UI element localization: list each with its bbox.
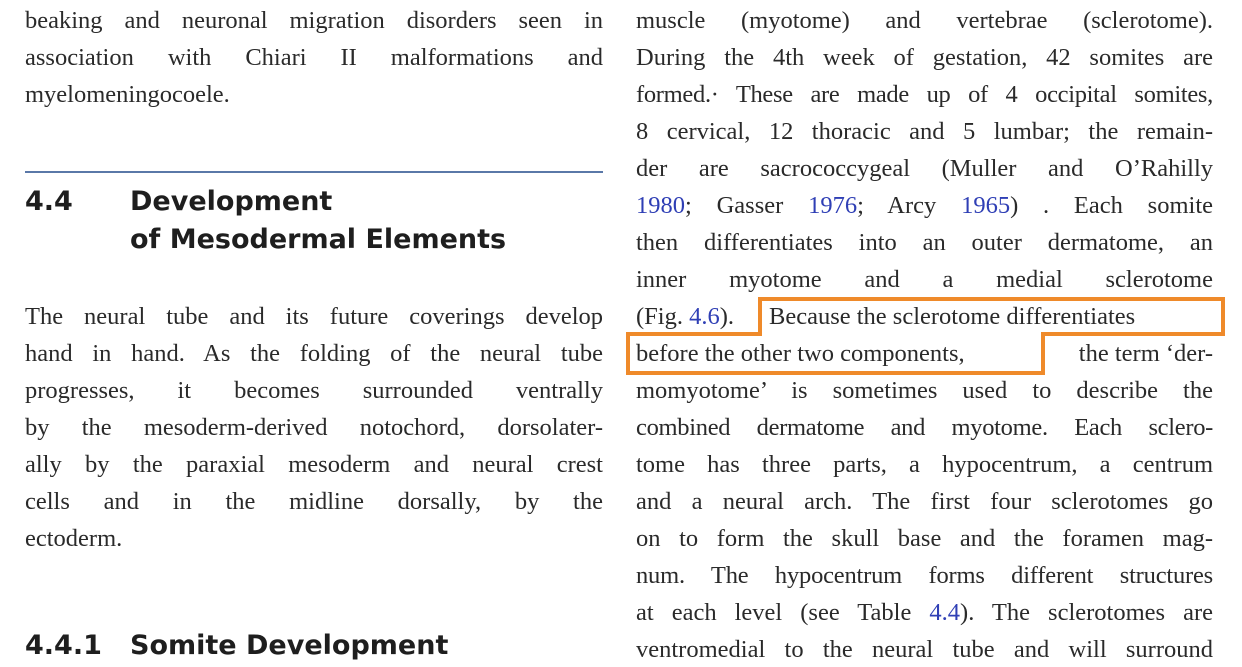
text-line: ventromedial to the neural tube and will surround <box>636 636 1213 663</box>
text-line: formed.· These are made up of 4 occipital somites, <box>636 81 1213 108</box>
line-text: ; Arcy <box>857 192 962 219</box>
text-line: then differentiates into an outer dermatome, an <box>636 229 1213 256</box>
text-line: and a neural arch. The first four sclerotomes go <box>636 488 1213 515</box>
citation-link[interactable]: 1965 <box>961 192 1011 219</box>
text-line: on to form the skull base and the foramen mag- <box>636 525 1213 552</box>
text-line: During the 4th week of gestation, 42 somites are <box>636 44 1213 71</box>
figure-link[interactable]: 4.6 <box>689 303 720 330</box>
text-line: 8 cervical, 12 thoracic and 5 lumbar; the remain- <box>636 118 1213 145</box>
text-line: The neural tube and its future coverings develop <box>25 303 603 330</box>
subsection-title: Somite Development <box>130 630 449 661</box>
text-line: muscle (myotome) and vertebrae (sclerotome). <box>636 7 1213 34</box>
section-number: 4.4 <box>25 186 73 217</box>
section-title-line1: Development <box>130 186 333 217</box>
line-text: at each level (see Table <box>636 599 930 626</box>
text-line: tome has three parts, a hypocentrum, a centrum <box>636 451 1213 478</box>
line-text: ). The sclerotomes are <box>960 599 1213 626</box>
line-text: (Fig. <box>636 303 690 330</box>
highlighted-text: before the other two components, <box>636 340 965 367</box>
highlighted-text: Because the sclerotome differentiates <box>769 303 1136 330</box>
table-link[interactable]: 4.4 <box>929 599 961 626</box>
text-line: association with Chiari II malformations and <box>25 44 603 71</box>
text-line: inner myotome and a medial sclerotome <box>636 266 1213 293</box>
text-line: hand in hand. As the folding of the neural tube <box>25 340 603 367</box>
subsection-number: 4.4.1 <box>25 630 102 661</box>
text-line <box>25 2 603 39</box>
line-text: ; Gasser <box>685 192 809 219</box>
highlight-box-connector-right <box>1041 332 1225 336</box>
text-line: combined dermatome and myotome. Each sclero- <box>636 414 1213 441</box>
section-divider <box>25 171 603 173</box>
text-line: num. The hypocentrum forms different structures <box>636 562 1213 589</box>
text-line: momyotome’ is sometimes used to describe the <box>636 377 1213 404</box>
text-line: progresses, it becomes surrounded ventrally <box>25 377 603 404</box>
section-title-line2: of Mesodermal Elements <box>130 224 507 255</box>
text-line: by the mesoderm-derived notochord, dorsolater- <box>25 414 603 441</box>
text-line: cells and in the midline dorsally, by the <box>25 488 603 515</box>
line-text: beaking and neuronal migration disorders seen in <box>25 7 603 34</box>
line-text: ) . Each somite <box>1010 192 1214 219</box>
text-line <box>636 187 1213 224</box>
highlight-box-bottom <box>626 332 1045 375</box>
text-line: ectoderm. <box>25 525 123 552</box>
text-line: ally by the paraxial mesoderm and neural crest <box>25 451 603 478</box>
text-line: myelomeningocoele. <box>25 81 230 108</box>
line-text: ). <box>719 303 735 330</box>
text-line <box>636 594 1213 631</box>
citation-link[interactable]: 1980 <box>636 192 685 219</box>
citation-link[interactable]: 1976 <box>808 192 858 219</box>
text-line: der are sacrococcygeal (Muller and O’Rahilly <box>636 155 1213 182</box>
highlight-box-top <box>758 297 1225 336</box>
line-text: the term ‘der- <box>1078 340 1213 367</box>
